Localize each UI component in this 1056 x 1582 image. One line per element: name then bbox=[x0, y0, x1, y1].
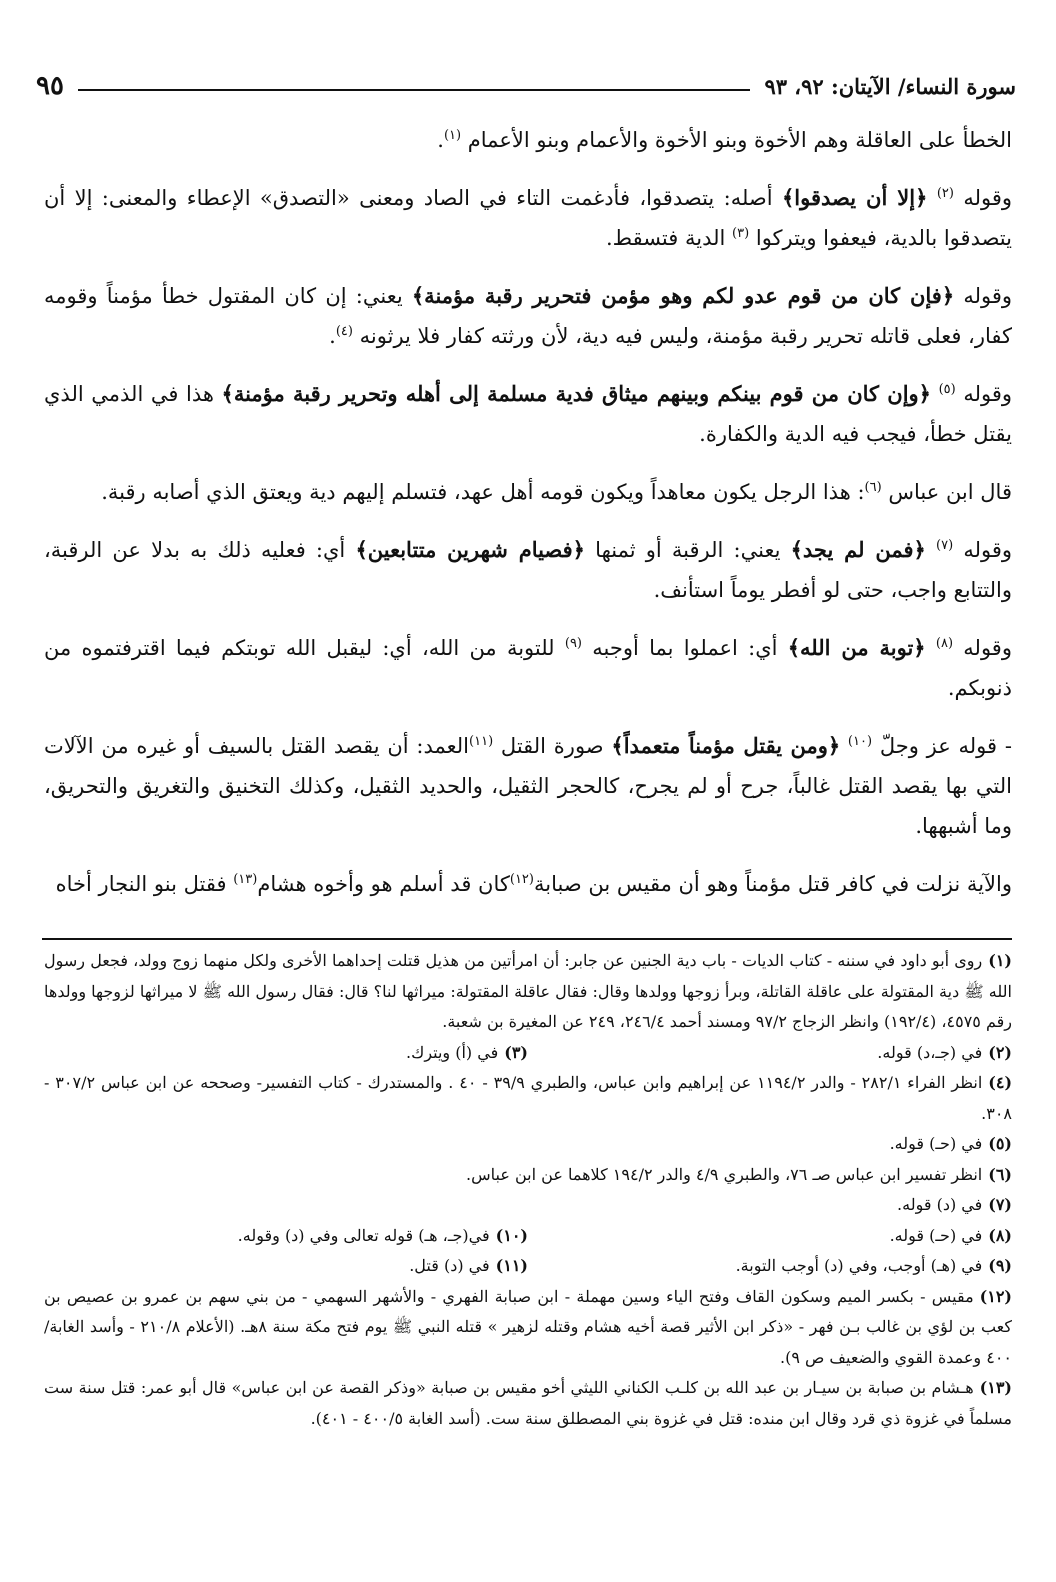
footnote-row bbox=[44, 1221, 1012, 1252]
footnotes bbox=[44, 946, 1012, 1434]
footnote-number: (٢) bbox=[988, 1042, 1012, 1062]
quran-quote: ﴿ومن يقتل مؤمناً متعمداً﴾ bbox=[611, 733, 841, 758]
footnote-number: (٦) bbox=[988, 1164, 1012, 1184]
text: الخطأ على العاقلة وهم الأخوة وبنو الأخوة والأعمام وبنو الأعمام bbox=[467, 128, 1012, 152]
text: وقوله bbox=[963, 186, 1013, 210]
footnote-7 bbox=[44, 1190, 1012, 1221]
text: وقوله bbox=[963, 284, 1012, 308]
footnote-marker: (١١) bbox=[469, 734, 494, 749]
text: : هذا الرجل يكون معاهداً ويكون قومه أهل عهد، فتسلم إليهم دية ويعتق الذي أصابه رقبة. bbox=[101, 480, 865, 504]
text: . bbox=[329, 324, 336, 348]
footnote-11 bbox=[44, 1251, 528, 1282]
footnote-number: (١١) bbox=[495, 1256, 528, 1275]
footnote-marker: (١٠) bbox=[847, 734, 873, 749]
footnote-marker: (٤) bbox=[335, 324, 353, 339]
footnote-marker: (١٣) bbox=[233, 872, 258, 887]
text: أي: فعليه ذلك به بدلا عن الرقبة، والتتابع واجب، حتى لو أفطر يوماً استأنف. bbox=[44, 538, 1012, 602]
text: هذا في الذمي الذي يقتل خطأ، فيجب فيه الدية والكفارة. bbox=[44, 382, 1012, 446]
footnote-text: في(جـ، هـ) قوله تعالى وفي (د) وقوله. bbox=[237, 1225, 490, 1245]
text: يعني: إن كان المقتول خطأ مؤمناً وقومه كفار، فعلى قاتله تحرير رقبة مؤمنة، وليس فيه دية، لأن ورثته كفار فلا يرثونه bbox=[44, 284, 1012, 348]
text: للتوبة من الله، أي: ليقبل الله توبتكم فيما اقترفتموه من ذنوبكم. bbox=[44, 636, 1012, 700]
footnote-marker: (٧) bbox=[936, 538, 954, 553]
text: أي: اعملوا بما أوجبه bbox=[592, 636, 778, 660]
footnote-marker: (١٢) bbox=[509, 872, 534, 887]
text: وقوله bbox=[963, 636, 1012, 660]
footnote-marker: (٢) bbox=[936, 186, 954, 201]
footnote-number: (٤) bbox=[988, 1073, 1013, 1092]
text: يعني: الرقبة أو ثمنها bbox=[595, 538, 781, 562]
footnote-text: مقيس - بكسر الميم وسكون القاف وفتح الياء وسين مهملة - ابن صبابة الفهري - والأشهر السهمي - من بني سهم بن عمرو بن عصيص بن كعب بن لؤي بن غالب بـن فهر - «ذكر ابن الأثير قصة أخيه هشام وقتله لزهير » قتله النبي ﷺ يوم فتح مكة سنة ٨هـ. (الأعلام ٢١٠/٨ - وأسد الغابة/ ٤٠٠ وعمدة القوي والضعيف ص ٩). bbox=[44, 1286, 1013, 1367]
footnote-text: هـشام بن صبابة بن سيـار بن عبد الله بن كلـب الكناني الليثي أخو مقيس بن صبابة «وذكر القصة عن ابن عباس» قال أبو عمر: قتل سنة ست مسلماً في غزوة ذي قرد وقال ابن منده: قتل في غزوة بني المصطلق سنة ست. (أسد الغابة ٤٠٠/٥ - ٤٠١). bbox=[44, 1378, 1012, 1428]
footnote-number: (٨) bbox=[988, 1225, 1012, 1245]
paragraph-8 bbox=[44, 726, 1012, 846]
text: وقوله bbox=[963, 538, 1013, 562]
footnote-marker: (٨) bbox=[935, 636, 954, 651]
surah-title: سورة النساء/ الآيتان: ٩٢، ٩٣ bbox=[764, 73, 1016, 99]
text: صورة القتل bbox=[500, 734, 604, 758]
footnote-number: (١٠) bbox=[495, 1225, 528, 1245]
text: وقوله bbox=[963, 382, 1012, 406]
footnote-text: انظر الفراء ٢٨٢/١ - والدر ١١٩٤/٢ عن إبراهيم وابن عباس، والطبري ٣٩/٩ - ٤٠ . والمستدرك - كتاب التفسير- وصححه عن ابن عباس ٣٠٧/٢ - ٣٠٨. bbox=[44, 1073, 1012, 1123]
footnote-row bbox=[44, 1251, 1012, 1282]
text: . bbox=[437, 128, 444, 152]
footnote-marker: (١) bbox=[443, 128, 462, 143]
footnote-number: (٣) bbox=[504, 1042, 528, 1062]
paragraph-1 bbox=[44, 120, 1012, 160]
footnote-number: (٩) bbox=[988, 1256, 1012, 1275]
header-rule bbox=[78, 89, 751, 91]
main-text bbox=[44, 120, 1012, 922]
footnote-number: (٥) bbox=[988, 1134, 1012, 1153]
text: فقتل بنو النجار أخاه bbox=[55, 872, 227, 896]
quran-quote: ﴿فمن لم يجد﴾ bbox=[790, 537, 926, 562]
text: والآية نزلت في كافر قتل مؤمناً وهو أن مقيس بن صبابة bbox=[534, 872, 1012, 896]
footnote-text: في (هـ) أوجب، وفي (د) أوجب التوبة. bbox=[735, 1256, 983, 1275]
footnote-10 bbox=[44, 1221, 528, 1252]
footnote-1 bbox=[44, 946, 1012, 1038]
quran-quote: ﴿إلا أن يصدقوا﴾ bbox=[781, 185, 928, 210]
footnote-13 bbox=[44, 1373, 1012, 1434]
footnote-number: (١٢) bbox=[979, 1286, 1012, 1306]
footnote-12 bbox=[44, 1282, 1012, 1374]
footnote-4 bbox=[44, 1068, 1012, 1129]
page-header bbox=[36, 66, 1016, 106]
quran-quote: ﴿فصيام شهرين متتابعين﴾ bbox=[355, 537, 585, 562]
quran-quote: ﴿فإن كان من قوم عدو لكم وهو مؤمن فتحرير رقبة مؤمنة﴾ bbox=[411, 283, 955, 308]
footnote-number: (١٣) bbox=[979, 1378, 1012, 1397]
paragraph-4 bbox=[44, 374, 1012, 454]
footnote-number: (١) bbox=[988, 951, 1012, 970]
page-number: ٩٥ bbox=[36, 71, 64, 101]
footnote-marker: (٥) bbox=[938, 382, 956, 397]
footnote-9 bbox=[528, 1251, 1012, 1282]
text: كان قد أسلم هو وأخوه هشام bbox=[257, 872, 510, 896]
quran-quote: ﴿توبة من الله﴾ bbox=[787, 635, 926, 660]
footnote-6 bbox=[44, 1160, 1012, 1191]
paragraph-6 bbox=[44, 530, 1012, 610]
footnote-text: في (د) قوله. bbox=[897, 1195, 983, 1214]
footnote-number: (٧) bbox=[988, 1195, 1012, 1214]
paragraph-2 bbox=[44, 178, 1012, 258]
footnote-text: في (د) قتل. bbox=[409, 1256, 490, 1275]
footnote-text: في (حـ) قوله. bbox=[889, 1225, 983, 1245]
paragraph-7 bbox=[44, 628, 1012, 708]
text: أصله: يتصدقوا، فأدغمت التاء في الصاد ومعنى «التصدق» الإعطاء والمعنى: إلا أن يتصدقوا بالدية، فيعفوا ويتركوا bbox=[44, 186, 1012, 250]
footnote-text: انظر تفسير ابن عباس صـ ٧٦، والطبري ٤/٩ والدر ١٩٤/٢ كلاهما عن ابن عباس. bbox=[466, 1164, 983, 1184]
footnote-text: في (أ) ويترك. bbox=[406, 1042, 499, 1062]
footnote-5 bbox=[44, 1129, 1012, 1160]
quran-quote: ﴿وإن كان من قوم بينكم وبينهم ميثاق فدية مسلمة إلى أهله وتحرير رقبة مؤمنة﴾ bbox=[221, 381, 931, 406]
footnote-separator bbox=[42, 938, 1012, 940]
text: - قوله عز وجلّ bbox=[879, 734, 1012, 758]
footnote-row bbox=[44, 1038, 1012, 1069]
paragraph-3 bbox=[44, 276, 1012, 356]
text: العمد: أن يقصد القتل بالسيف أو غيره من الآلات التي بها يقصد القتل غالباً، جرح أو لم يجرح، كالحجر الثقيل، والحديد الثقيل، وكذلك التخنيق والتغريق والتحريق، وما أشبهها. bbox=[44, 734, 1012, 838]
footnote-marker: (٦) bbox=[864, 480, 882, 495]
footnote-8 bbox=[528, 1221, 1012, 1252]
text: قال ابن عباس bbox=[888, 480, 1012, 504]
text: الدية فتسقط. bbox=[605, 226, 726, 250]
footnote-text: في (حـ) قوله. bbox=[889, 1134, 983, 1153]
footnote-3 bbox=[44, 1038, 528, 1069]
footnote-text: في (جـ،د) قوله. bbox=[877, 1042, 983, 1062]
footnote-marker: (٩) bbox=[564, 636, 582, 651]
footnote-marker: (٣) bbox=[732, 226, 750, 241]
footnote-2 bbox=[528, 1038, 1012, 1069]
footnote-text: روى أبو داود في سننه - كتاب الديات - باب دية الجنين عن جابر: أن امرأتين من هذيل قتلت إحداهما الأخرى ولكل منهما زوج وولد، فجعل رسول الله ﷺ دية المقتولة على عاقلة القاتلة، وبرأ زوجها وولدها وقال: فقال عاقلة المقتولة: ميراثها لنا؟ قال: فقال رسول الله ﷺ لا ميراثها لزوجها وولدها رقم ٤٥٧٥، (١٩٢/٤) وانظر الزجاج ٩٧/٢ ومسند أحمد ٢٤٦/٤، ٢٤٩ عن المغيرة بن شعبة. bbox=[44, 951, 1012, 1031]
paragraph-9 bbox=[44, 864, 1012, 904]
paragraph-5 bbox=[44, 472, 1012, 512]
